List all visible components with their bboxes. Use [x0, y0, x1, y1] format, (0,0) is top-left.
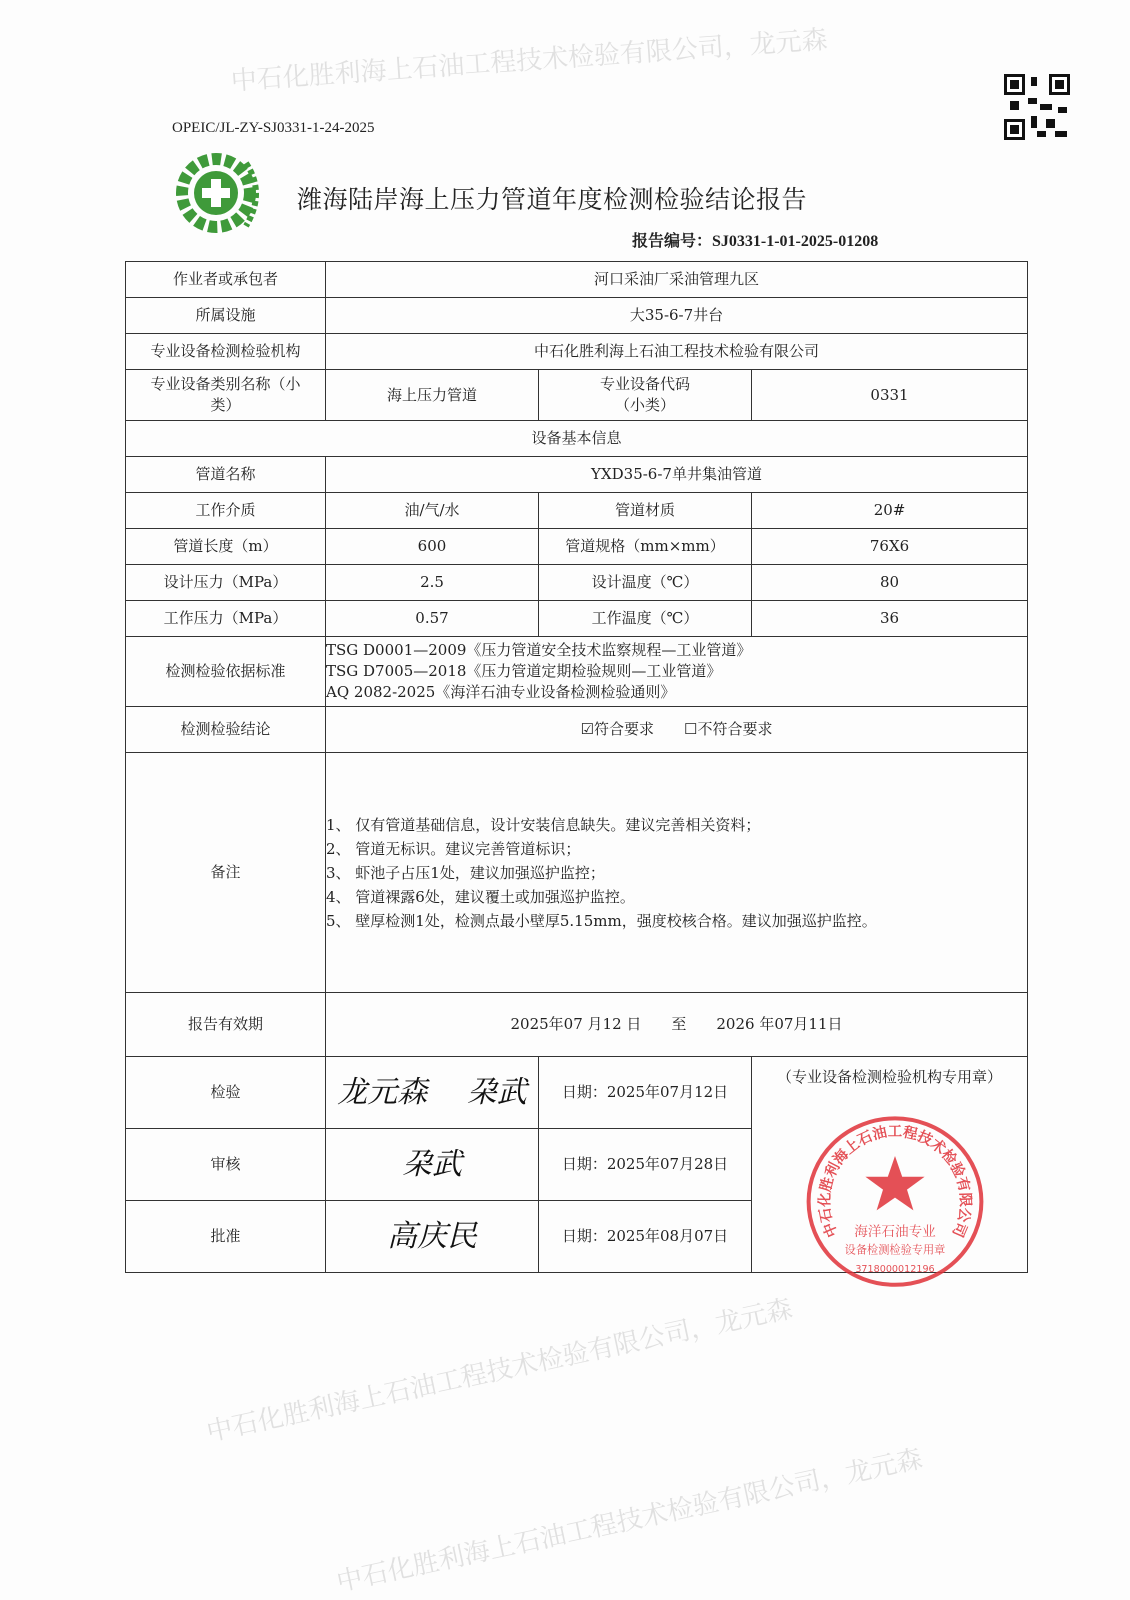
approver-signature: 高庆民 [326, 1201, 539, 1273]
spec-value: 76X6 [752, 529, 1028, 565]
pipe-name-value: YXD35-6-7单井集油管道 [326, 457, 1028, 493]
seal-line1: 海洋石油专业 [854, 1224, 936, 1240]
standards-list [326, 637, 1028, 707]
medium-label: 工作介质 [126, 493, 326, 529]
medium-value: 油/气/水 [326, 493, 539, 529]
inspect-date: 日期：2025年07月12日 [539, 1057, 752, 1129]
facility-label: 所属设施 [126, 298, 326, 334]
facility-value: 大35-6-7井台 [326, 298, 1028, 334]
page-title: 潍海陆岸海上压力管道年度检测检验结论报告 [297, 185, 808, 214]
work-pressure-value: 0.57 [326, 601, 539, 637]
standards-label: 检测检验依据标准 [126, 637, 326, 707]
length-label: 管道长度（m） [126, 529, 326, 565]
operator-label: 作业者或承包者 [126, 262, 326, 298]
work-temp-value: 36 [752, 601, 1028, 637]
remarks-label: 备注 [126, 753, 326, 993]
approve-date: 日期：2025年08月07日 [539, 1201, 752, 1273]
remark-item: 1、 仅有管道基础信息，设计安装信息缺失。建议完善相关资料； [326, 815, 761, 834]
basic-info-heading: 设备基本信息 [126, 421, 1028, 457]
standard-item: AQ 2082-2025《海洋石油专业设备检测检验通则》 [326, 683, 676, 701]
remark-item: 5、 壁厚检测1处，检测点最小壁厚5.15mm，强度校核合格。建议加强巡护监控。 [326, 911, 877, 930]
code-value: 0331 [752, 370, 1028, 421]
design-temp-value: 80 [752, 565, 1028, 601]
inspector-signature: 龙元森 朶武 [326, 1057, 539, 1129]
validity-label: 报告有效期 [126, 993, 326, 1057]
material-label: 管道材质 [539, 493, 752, 529]
document-code: OPEIC/JL-ZY-SJ0331-1-24-2025 [172, 120, 375, 136]
remark-item: 3、 虾池子占压1处，建议加强巡护监控； [326, 863, 605, 882]
pipe-name-label: 管道名称 [126, 457, 326, 493]
conclusion-options [326, 707, 1028, 753]
agency-value: 中石化胜利海上石油工程技术检验有限公司 [326, 334, 1028, 370]
watermark: 中石化胜利海上石油工程技术检验有限公司，龙元森 [333, 1444, 926, 1598]
conclusion-label: 检测检验结论 [126, 707, 326, 753]
validity-value: 2025年07 月12 日 至 2026 年07月11日 [326, 993, 1028, 1057]
report-number: 报告编号：SJ0331-1-01-2025-01208 [632, 233, 879, 250]
design-pressure-label: 设计压力（MPa） [126, 565, 326, 601]
category-value: 海上压力管道 [326, 370, 539, 421]
seal-note: （专业设备检测检验机构专用章） [752, 1057, 1028, 1273]
spec-label: 管道规格（mm×mm） [539, 529, 752, 565]
standard-item: TSG D7005—2018《压力管道定期检验规则—工业管道》 [326, 662, 722, 680]
code-label: 专业设备代码（小类） [539, 370, 752, 421]
watermark: 中石化胜利海上石油工程技术检验有限公司，龙元森 [203, 1294, 796, 1448]
official-seal [795, 1108, 995, 1288]
watermark: 中石化胜利海上石油工程技术检验有限公司，龙元森 [229, 25, 829, 97]
inspect-label: 检验 [126, 1057, 326, 1129]
design-temp-label: 设计温度（℃） [539, 565, 752, 601]
seal-number: 3718000012196 [855, 1264, 935, 1275]
review-label: 审核 [126, 1129, 326, 1201]
review-date: 日期：2025年07月28日 [539, 1129, 752, 1201]
standard-item: TSG D0001—2009《压力管道安全技术监察规程—工业管道》 [326, 641, 752, 659]
remarks-list [326, 753, 1028, 993]
work-pressure-label: 工作压力（MPa） [126, 601, 326, 637]
company-logo-icon [176, 148, 264, 238]
conclusion-fail-checkbox: ☐不符合要求 [684, 720, 773, 738]
operator-value: 河口采油厂采油管理九区 [326, 262, 1028, 298]
work-temp-label: 工作温度（℃） [539, 601, 752, 637]
qr-code-icon [1004, 74, 1070, 140]
approve-label: 批准 [126, 1201, 326, 1273]
conclusion-pass-checkbox: ☑符合要求 [580, 720, 655, 738]
seal-ring-text: 中石化胜利海上石油工程技术检验有限公司 [817, 1124, 973, 1240]
remark-item: 2、 管道无标识。建议完善管道标识； [326, 839, 581, 858]
reviewer-signature: 朶武 [326, 1129, 539, 1201]
length-value: 600 [326, 529, 539, 565]
category-label: 专业设备类别名称（小类） [126, 370, 326, 421]
remark-item: 4、 管道裸露6处，建议覆土或加强巡护监控。 [326, 887, 635, 906]
agency-label: 专业设备检测检验机构 [126, 334, 326, 370]
seal-line2: 设备检测检验专用章 [844, 1243, 946, 1257]
design-pressure-value: 2.5 [326, 565, 539, 601]
material-value: 20# [752, 493, 1028, 529]
